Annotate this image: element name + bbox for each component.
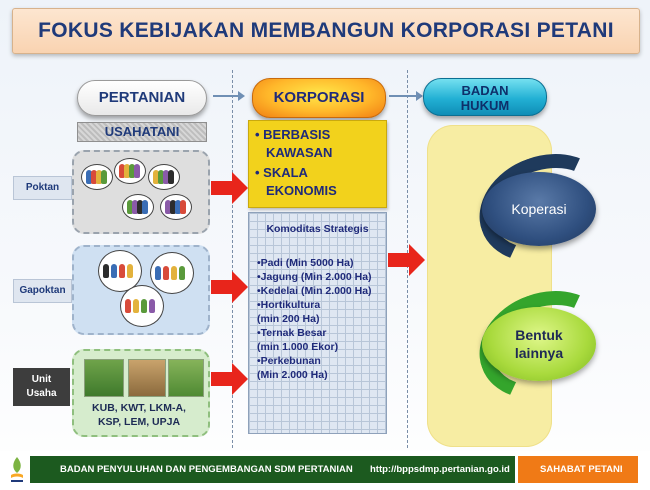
person-figure (103, 264, 109, 278)
unit-usaha-photo (128, 359, 166, 397)
unit-usaha-line-2: Usaha (26, 388, 57, 399)
person-figure (168, 170, 174, 184)
basis-line-3: • SKALA (255, 165, 308, 180)
komoditas-title: Komoditas Strategis (266, 223, 369, 235)
level-poktan: Poktan (13, 176, 72, 200)
poktan-group (72, 150, 210, 234)
komoditas-item: (min 200 Ha) (257, 313, 320, 325)
usahatani-label: USAHATANI (77, 122, 207, 142)
komoditas-item: •Ternak Besar (257, 327, 327, 339)
person-figure (134, 164, 140, 178)
logo-icon (8, 455, 26, 485)
bentuk-lainnya-line-2: lainnya (514, 345, 564, 361)
person-figure (127, 264, 133, 278)
person-figure (163, 266, 169, 280)
korporasi-basis-box (248, 120, 387, 208)
slide-title: FOKUS KEBIJAKAN MEMBANGUN KORPORASI PETANI (38, 19, 614, 42)
unit-usaha-types-1: KUB, KWT, LKM-A, (92, 402, 186, 414)
bentuk-lainnya-line-1: Bentuk (515, 327, 563, 343)
footer-tagline: SAHABAT PETANI (540, 464, 623, 475)
footer-tagline-bar (518, 456, 638, 483)
person-figure (155, 266, 161, 280)
person-figure (101, 170, 107, 184)
badan-hukum-line-2: HUKUM (460, 98, 510, 113)
basis-line-4: EKONOMIS (266, 183, 337, 198)
komoditas-item: •Kedelai (Min 2.000 Ha) (257, 285, 372, 297)
koperasi-node: Koperasi (482, 172, 596, 246)
person-figure (111, 264, 117, 278)
korporasi-header: KORPORASI (252, 78, 386, 118)
gapoktan-group (72, 245, 210, 335)
farmer-group-icon (114, 158, 146, 184)
basis-line-1: • BERBASIS (255, 127, 331, 142)
farmer-group-icon (81, 164, 113, 190)
person-figure (149, 299, 155, 313)
connector-arrow-1 (213, 95, 239, 97)
komoditas-item: (min 1.000 Ekor) (257, 341, 339, 353)
connector-arrow-2 (389, 95, 417, 97)
unit-usaha-photo (84, 359, 124, 397)
komoditas-strategis-box (248, 212, 387, 434)
footer-org-text: BADAN PENYULUHAN DAN PENGEMBANGAN SDM PERTANIAN (60, 464, 353, 475)
komoditas-item: •Padi (Min 5000 Ha) (257, 257, 354, 269)
farmer-group-icon (148, 164, 180, 190)
person-figure (179, 266, 185, 280)
farmer-group-icon (122, 194, 154, 220)
basis-line-2: KAWASAN (266, 145, 333, 160)
farmer-group-icon (160, 194, 192, 220)
komoditas-item: •Hortikultura (257, 299, 321, 311)
person-figure (141, 299, 147, 313)
unit-usaha-line-1: Unit (31, 374, 52, 385)
farmer-group-icon (150, 252, 194, 294)
person-figure (180, 200, 186, 214)
unit-usaha-types-2: KSP, LEM, UPJA (97, 416, 181, 428)
pertanian-header: PERTANIAN (77, 80, 207, 116)
farmer-group-icon (120, 285, 164, 327)
bentuk-lainnya-node (482, 307, 596, 381)
person-figure (171, 266, 177, 280)
badan-hukum-line-1: BADAN (461, 83, 509, 98)
komoditas-item: •Jagung (Min 2.000 Ha) (257, 271, 372, 283)
person-figure (133, 299, 139, 313)
komoditas-item: •Perkebunan (257, 355, 321, 367)
footer-org-bar (30, 456, 515, 483)
title-banner (12, 8, 640, 54)
badan-hukum-header (423, 78, 547, 116)
person-figure (142, 200, 148, 214)
footer (0, 451, 650, 490)
footer-url-link[interactable]: http://bppsdmp.pertanian.go.id (370, 464, 510, 475)
unit-usaha-photo (168, 359, 204, 397)
komoditas-item: (Min 2.000 Ha) (257, 369, 328, 381)
person-figure (125, 299, 131, 313)
person-figure (119, 264, 125, 278)
level-unit-usaha (13, 368, 70, 406)
level-gapoktan: Gapoktan (13, 279, 72, 303)
